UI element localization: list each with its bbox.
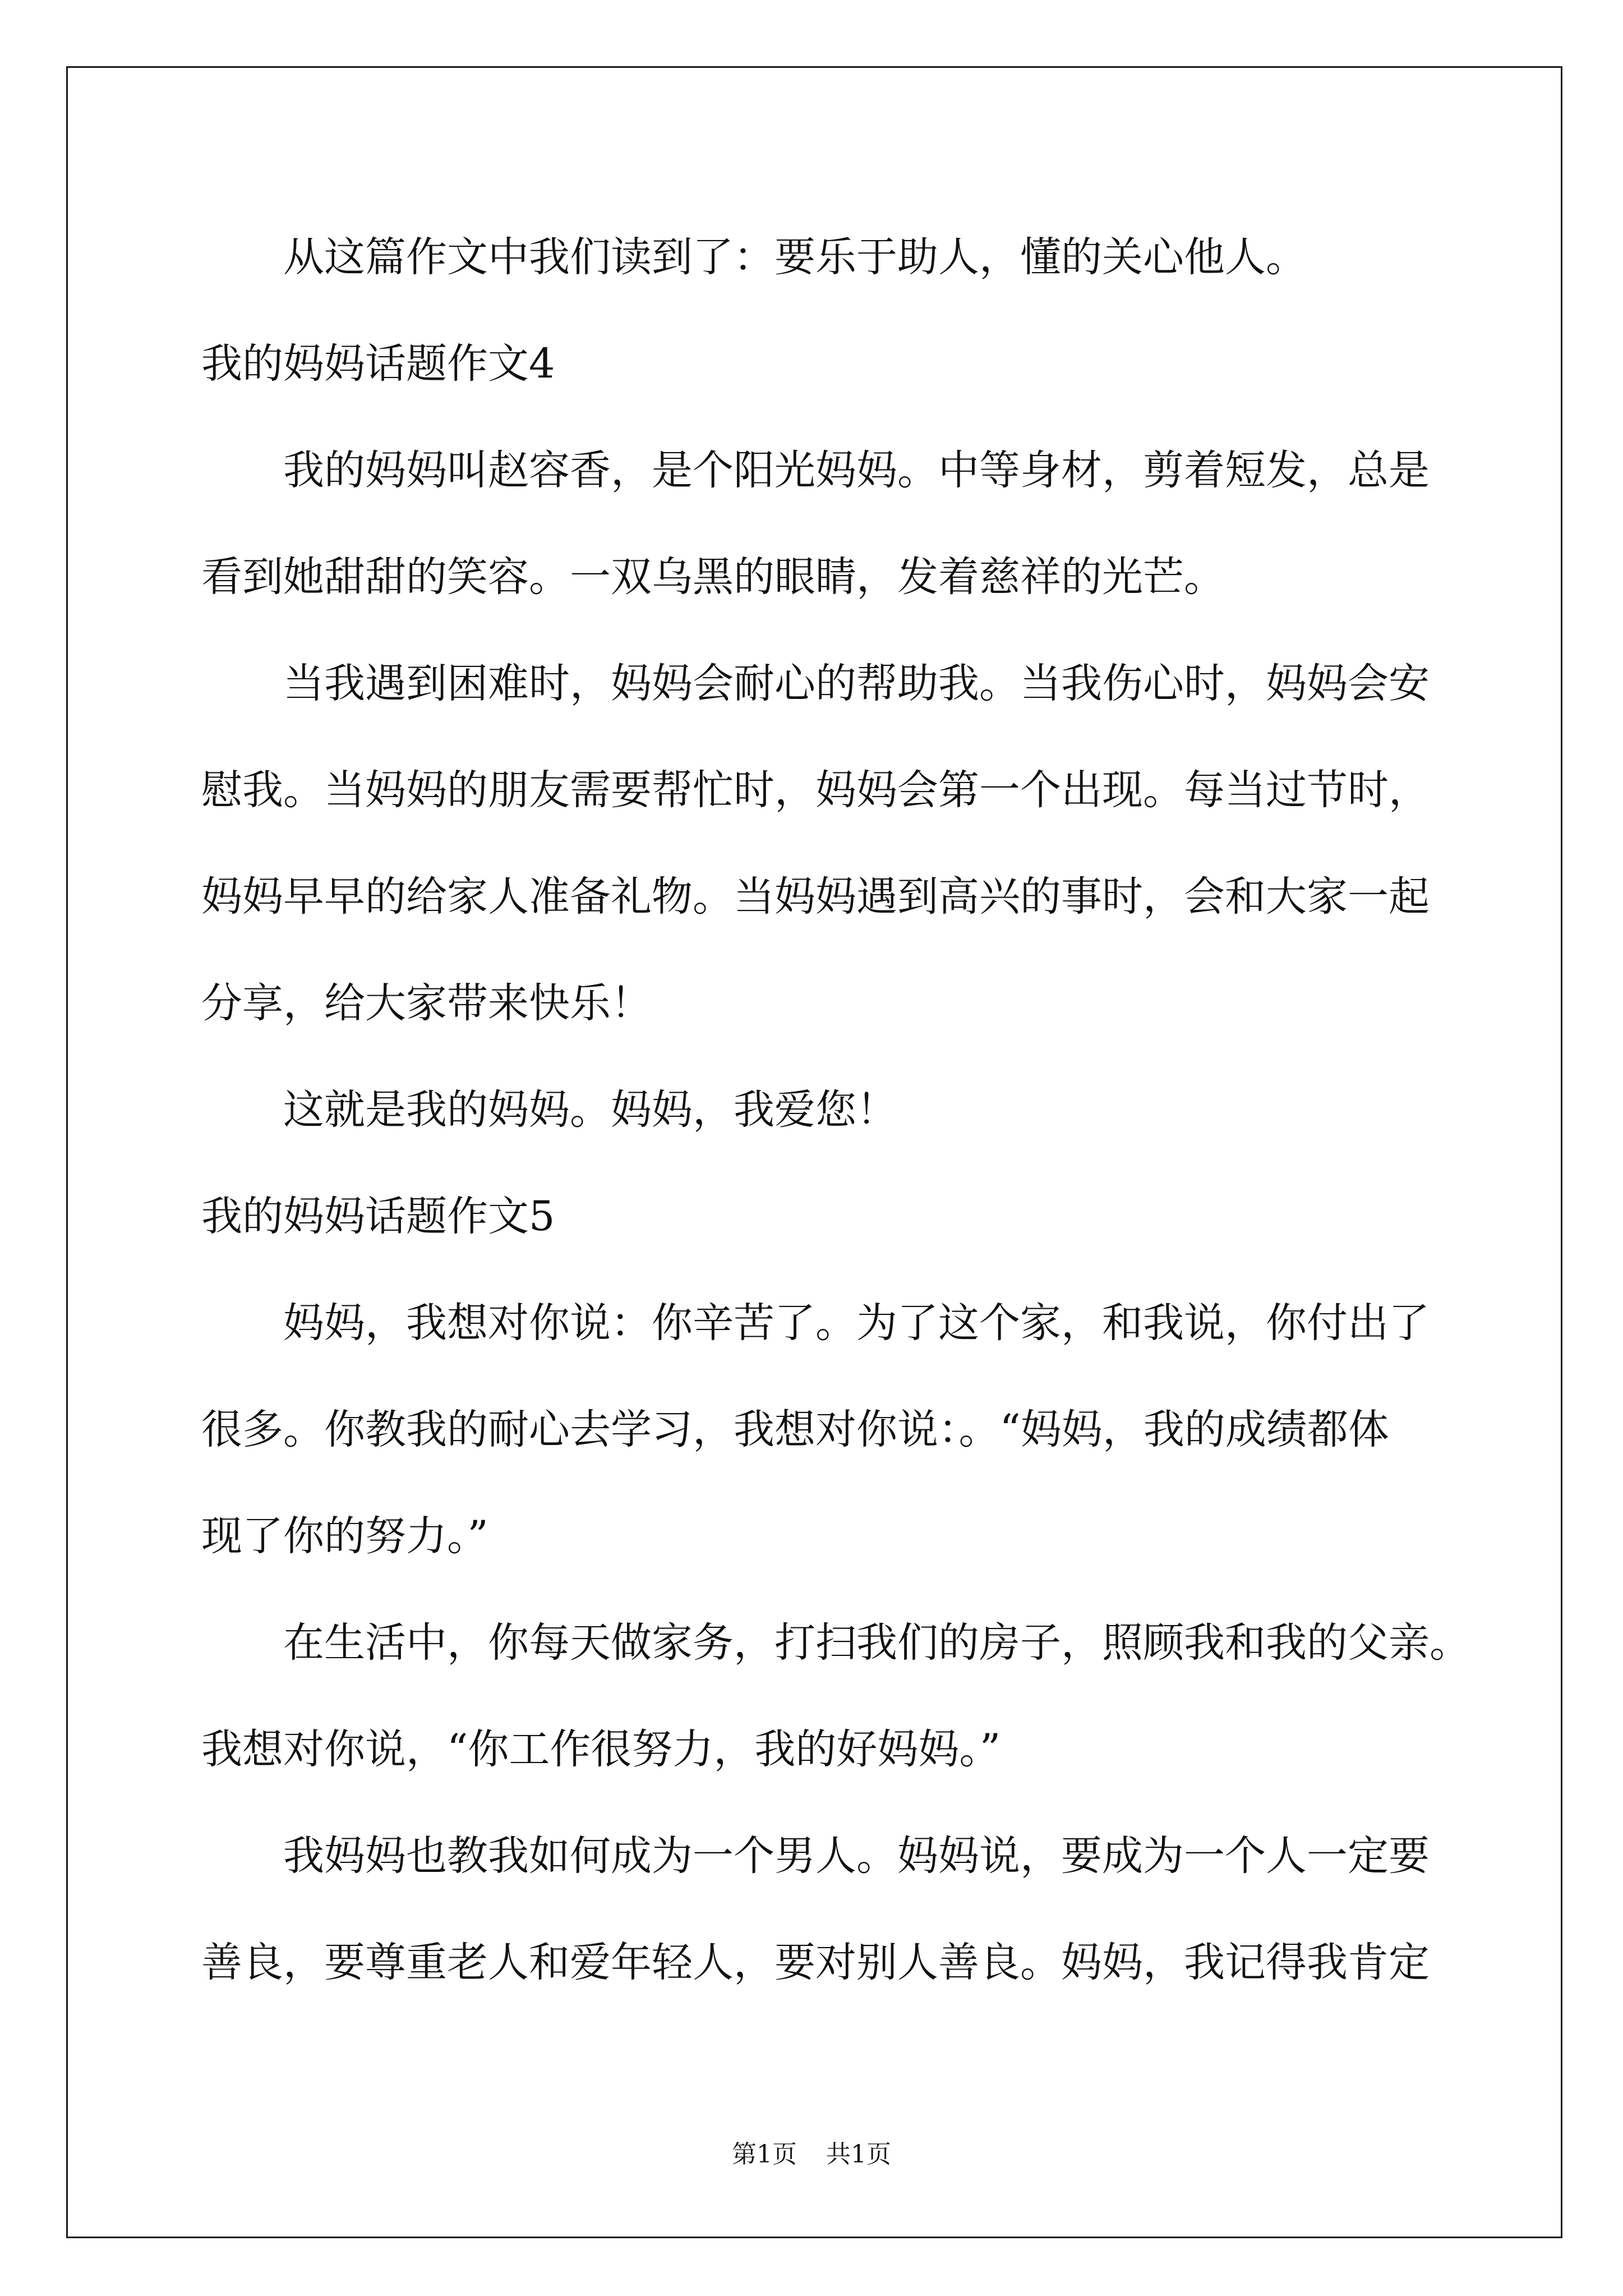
total-page-count: 共1页: [826, 2140, 891, 2169]
paragraph-line: 妈妈，我想对你说：你辛苦了。为了这个家，和我说，你付出了: [283, 1299, 1430, 1347]
section-heading: 我的妈妈话题作文5: [201, 1193, 555, 1240]
paragraph-line: 慰我。当妈妈的朋友需要帮忙时，妈妈会第一个出现。每当过节时，: [201, 766, 1430, 814]
paragraph-line: 分享，给大家带来快乐！: [201, 979, 652, 1027]
paragraph-line: 这就是我的妈妈。妈妈，我爱您！: [283, 1086, 897, 1134]
document-body: [201, 204, 1502, 2016]
page-footer: [0, 2139, 1623, 2170]
paragraph-line: 妈妈早早的给家人准备礼物。当妈妈遇到高兴的事时，会和大家一起: [201, 873, 1430, 921]
paragraph-line: 我妈妈也教我如何成为一个男人。妈妈说，要成为一个人一定要: [283, 1832, 1430, 1880]
paragraph-line: 当我遇到困难时，妈妈会耐心的帮助我。当我伤心时，妈妈会安: [283, 660, 1430, 707]
paragraph-line: 现了你的努力。”: [201, 1512, 488, 1560]
paragraph-line: 从这篇作文中我们读到了：要乐于助人，懂的关心他人。: [283, 233, 1307, 281]
paragraph-line: 很多。你教我的耐心去学习，我想对你说：。“妈妈，我的成绩都体: [201, 1406, 1389, 1453]
paragraph-line: 我的妈妈叫赵容香，是个阳光妈妈。中等身材，剪着短发，总是: [283, 447, 1430, 494]
paragraph-line: 看到她甜甜的笑容。一双乌黑的眼睛，发着慈祥的光芒。: [201, 553, 1225, 601]
paragraph-line: 在生活中，你每天做家务，打扫我们的房子，照顾我和我的父亲。: [283, 1619, 1470, 1667]
paragraph-line: 善良，要尊重老人和爱年轻人，要对别人善良。妈妈，我记得我肯定: [201, 1939, 1430, 1986]
paragraph-line: 我想对你说，“你工作很努力，我的好妈妈。”: [201, 1726, 1001, 1773]
current-page-number: 第1页: [732, 2140, 797, 2169]
section-heading: 我的妈妈话题作文4: [201, 340, 555, 388]
